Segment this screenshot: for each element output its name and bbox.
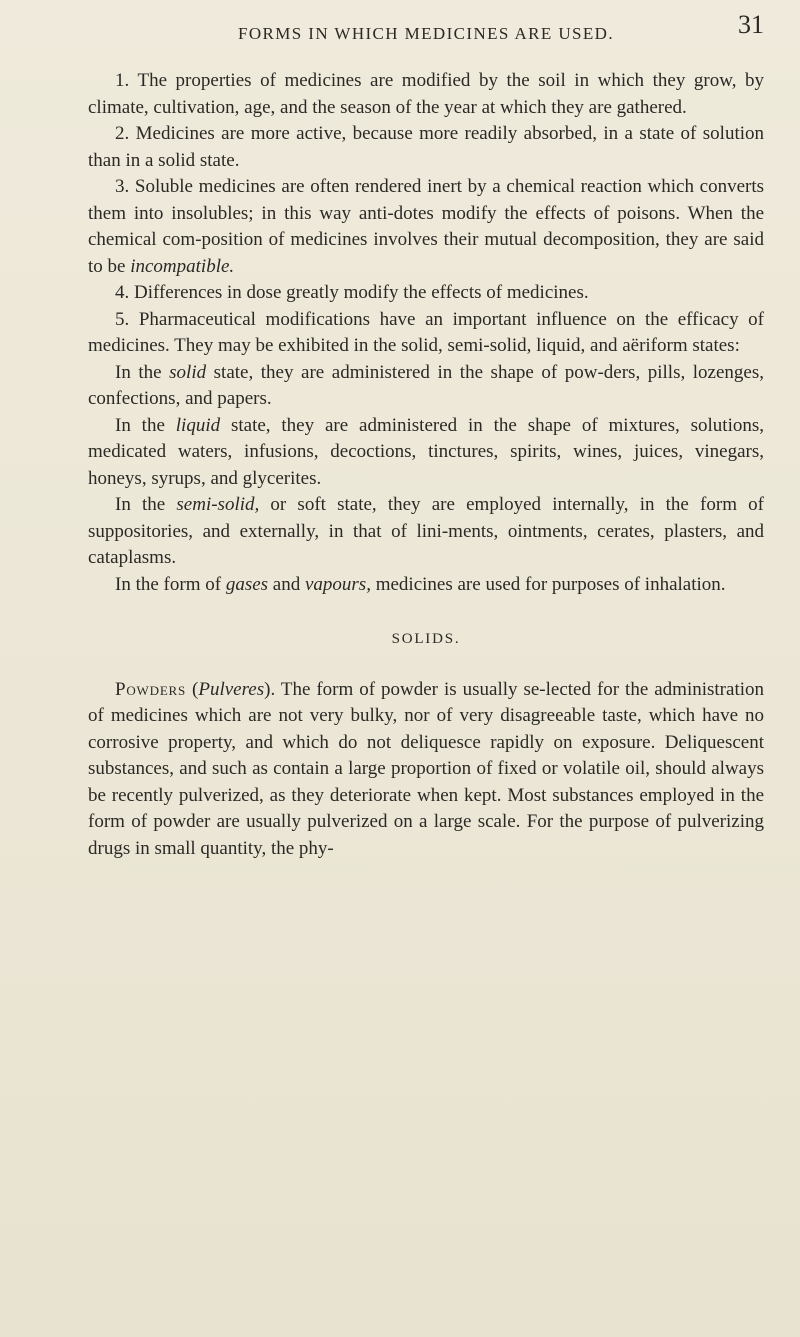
paragraph-1: 1. The properties of medicines are modified by the soil in which they grow, by climate, cultivation, age, and the season of the year at which they are gathered. (88, 70, 764, 118)
page-number: 31 (738, 10, 764, 39)
paragraph-4: 4. Differences in dose greatly modify the effects of medicines. (115, 282, 589, 303)
paragraph-solid (88, 360, 764, 413)
paragraph-gases-text: medicines are used for purposes of inhalation. (370, 573, 726, 595)
gases-term: gases (225, 573, 269, 595)
paragraph-gases (88, 572, 764, 599)
paragraph-solid-text: state, they are administered in the shape of pow-ders, pills, lozenges, confections, and papers. (88, 361, 764, 409)
paragraph-3 (88, 174, 764, 280)
incompatible-term: incompatible. (130, 255, 235, 277)
powders-term: Powders (115, 678, 187, 700)
paragraph-2: 2. Medicines are more active, because more readily absorbed, in a state of solution than in a solid state. (88, 123, 764, 171)
semi-solid-term: semi-solid, (176, 494, 260, 515)
powders-paren-close: ). (264, 678, 276, 700)
section-heading-solids: SOLIDS. (391, 631, 461, 647)
paragraph-3-text: 3. Soluble medicines are often rendered inert by a chemical reaction which converts them into insolubles; in this way anti-dotes modify the effects of poisons. When the chemical com-position of medicines involves their mutual decomposition, they are said to be (88, 176, 764, 277)
page-body (88, 68, 764, 862)
running-title: FORMS IN WHICH MEDICINES ARE USED. (238, 24, 614, 43)
paragraph-solid-lead: In the (115, 361, 170, 383)
paragraph-powders (88, 677, 764, 863)
pulveres-term: Pulveres (198, 678, 265, 700)
solid-term: solid (169, 361, 207, 383)
paragraph-semi-solid (88, 492, 764, 572)
paragraph-liquid-lead: In the (115, 414, 176, 436)
paragraph-liquid-text: state, they are administered in the shape of mixtures, solutions, medicated waters, infusions, decoctions, tinctures, spirits, wines, juices, vinegars, honeys, syrups, and glycerites. (88, 414, 764, 489)
paragraph-5: 5. Pharmaceutical modifications have an important influence on the efficacy of medicines. They may be exhibited in the solid, semi-solid, liquid, and aëriform states: (88, 308, 764, 356)
paragraph-semi-solid-text: or soft state, they are employed internally, in the form of suppositories, and externally, in that of lini-ments, ointments, cerates, plasters, and cataplasms. (88, 494, 764, 568)
vapours-term: vapours, (304, 573, 371, 595)
powders-paren-open: ( (186, 678, 199, 700)
paragraph-gases-lead: In the form of (115, 573, 226, 595)
paragraph-gases-and: and (268, 573, 305, 595)
running-head (88, 6, 764, 48)
paragraph-semi-solid-lead: In the (115, 494, 177, 515)
liquid-term: liquid (175, 414, 221, 436)
powders-text: The form of powder is usually se-lected for the administration of medicines which are not very bulky, nor of very disagreeable taste, which have no corrosive property, and which do not deliquesce rapidly on exposure. Deliquescent substances, and such as contain a large proportion of fixed or volatile oil, should always be recently pulverized, as they deteriorate when kept. Most substances employed in the form of powder are usually pulverized on a large scale. For the purpose of pulverizing drugs in small quantity, the phy- (88, 678, 764, 859)
paragraph-liquid (88, 413, 764, 493)
